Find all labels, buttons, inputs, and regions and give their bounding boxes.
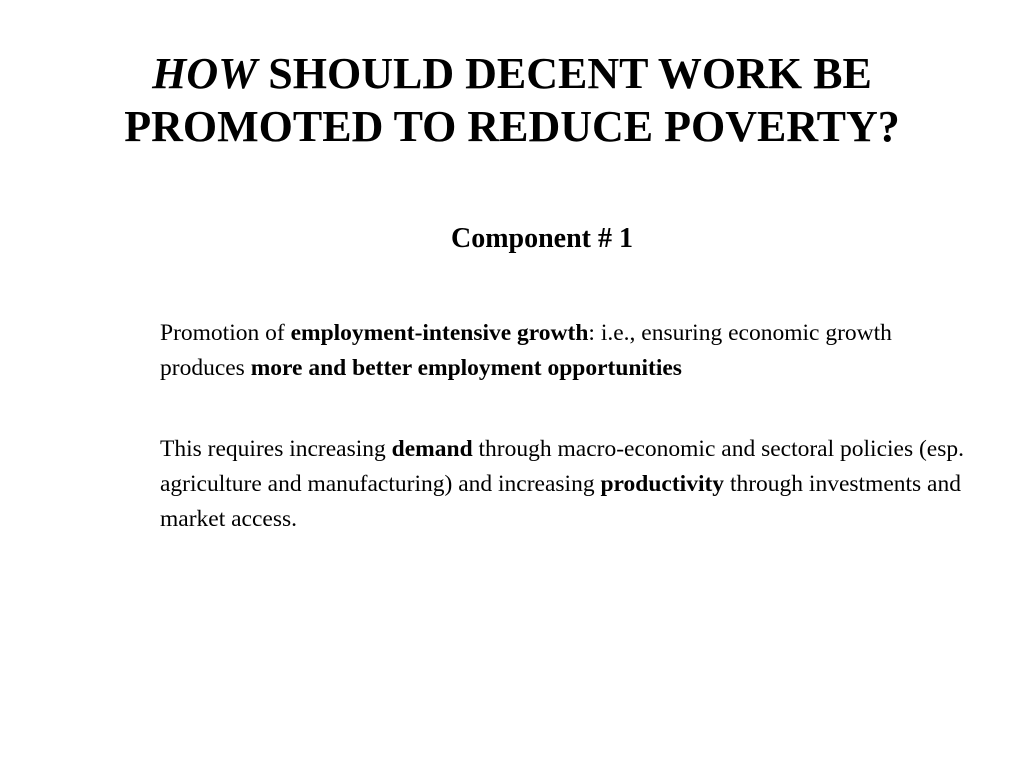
slide-title	[60, 48, 964, 154]
p2-bold-1: demand	[391, 436, 473, 462]
p1-bold-2: more and better employment opportunities	[250, 355, 682, 381]
p2-text-1: This requires increasing	[160, 436, 392, 462]
title-line1-rest: SHOULD DECENT WORK BE	[257, 49, 872, 98]
paragraph-employment-growth	[160, 316, 970, 386]
p2-text-2: through macro-economic and sectoral policies (esp. agriculture and manufacturing) and increasing	[160, 436, 965, 497]
paragraph-demand-productivity	[160, 432, 970, 537]
p1-text-1: Promotion of	[160, 320, 291, 346]
title-emphasis: HOW	[152, 49, 258, 98]
title-line2: PROMOTED TO REDUCE POVERTY?	[124, 101, 900, 151]
p1-bold-1: employment-intensive growth	[290, 320, 589, 346]
p2-text-3: through investments and market access.	[160, 471, 961, 532]
p2-bold-2: productivity	[600, 471, 725, 497]
slide-subtitle: Component # 1	[450, 223, 633, 254]
p1-text-2: : i.e., ensuring economic growth produces	[160, 320, 892, 381]
